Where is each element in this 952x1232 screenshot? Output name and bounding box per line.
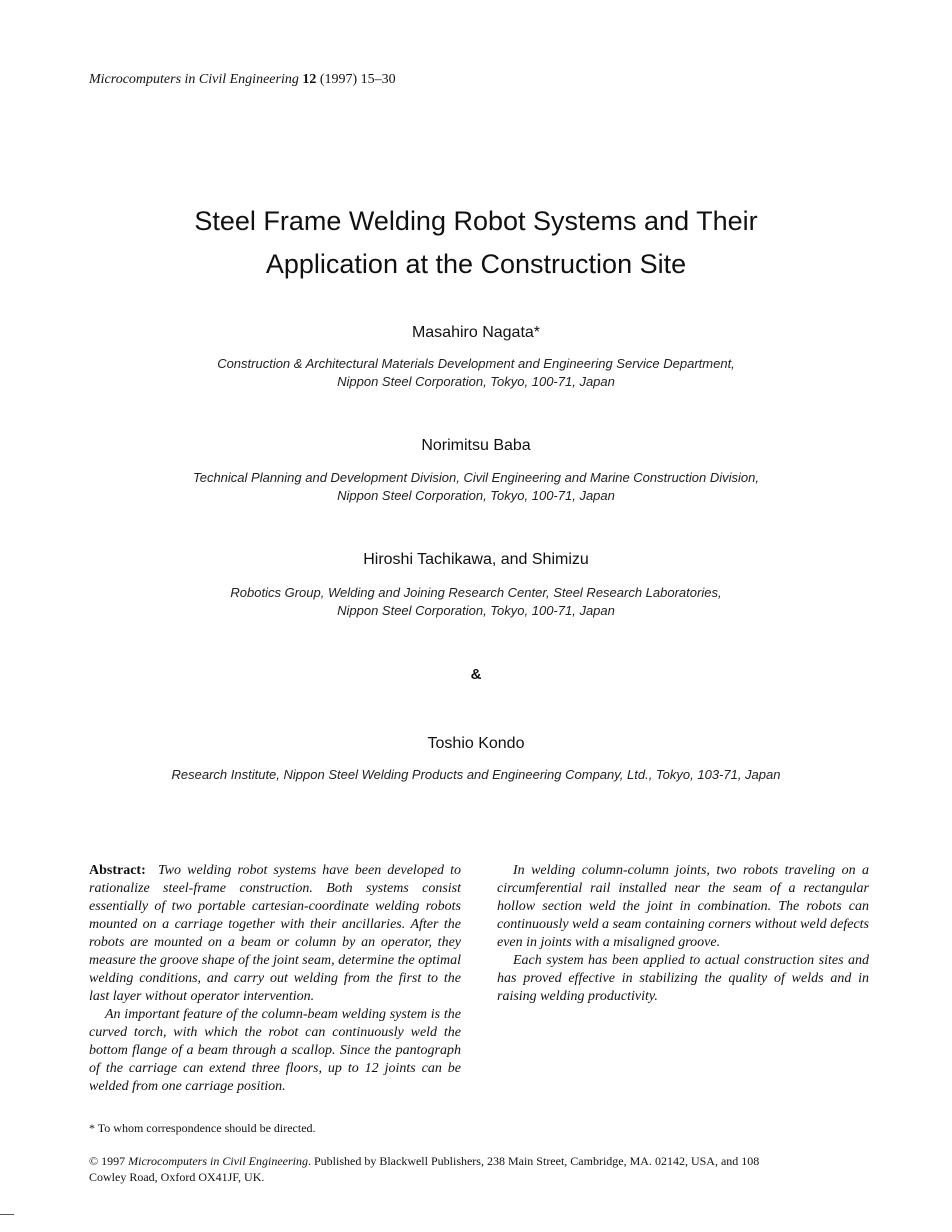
author-name: Norimitsu Baba [421, 437, 531, 454]
affiliation-line: Robotics Group, Welding and Joining Research Center, Steel Research Laboratories, [230, 585, 722, 600]
author-name: Masahiro Nagata* [411, 324, 541, 341]
abstract-paragraph: An important feature of the column-beam welding system is the curved torch, with which the robot can continuously weld the bottom flange of a beam through a scallop. Since the pantograph of the carriage can extend three floors, up to 12 joints can be welded from one carriage position. [89, 1007, 461, 1094]
author-affiliation [0, 355, 952, 391]
copyright-prefix: © 1997 [89, 1154, 126, 1168]
journal-name: Microcomputers in Civil Engineering [89, 72, 299, 87]
paper-title-line-2: Application at the Construction Site [265, 249, 687, 279]
author-affiliation [0, 584, 952, 620]
abstract-paragraph: Each system has been applied to actual construction sites and has proved effective in stabilizing the quality of welds and in raising welding productivity. [497, 953, 869, 1004]
page-edge-rule [0, 1214, 14, 1215]
abstract-label: Abstract: [89, 863, 146, 878]
affiliation-line: Technical Planning and Development Division, Civil Engineering and Marine Construction Division, [192, 470, 760, 485]
abstract-paragraph: In welding column-column joints, two robots traveling on a circumferential rail installed near the seam of a rectangular hollow section weld the joint in combination. The robots can continuously weld a seam containing corners without weld defects even in joints with a misaligned groove. [497, 863, 869, 950]
copyright-journal: Microcomputers in Civil Engineering [128, 1154, 308, 1168]
author-affiliation: Research Institute, Nippon Steel Welding Products and Engineering Company, Ltd., Tokyo, 103-71, Japan [171, 767, 781, 782]
affiliation-line: Construction & Architectural Materials Development and Engineering Service Department, [217, 356, 735, 371]
journal-header [89, 72, 396, 88]
journal-year-pages: (1997) 15–30 [319, 72, 396, 87]
author-name: Hiroshi Tachikawa, and Shimizu [363, 551, 589, 568]
copyright-notice [89, 1153, 769, 1185]
affiliation-line: Nippon Steel Corporation, Tokyo, 100-71, Japan [337, 603, 615, 618]
author-name: Toshio Kondo [427, 735, 525, 752]
copyright-text: . Published by Blackwell Publishers, 238 Main Street, Cambridge, MA. 02142, USA, and 108 Cowley Road, Oxford OX41JF, UK. [89, 1154, 760, 1184]
abstract-column-right [497, 862, 869, 1006]
abstract-column-left [89, 862, 461, 1096]
ampersand: & [470, 666, 482, 683]
affiliation-line: Nippon Steel Corporation, Tokyo, 100-71, Japan [337, 488, 615, 503]
journal-volume: 12 [302, 72, 317, 87]
author-affiliation [0, 469, 952, 505]
paper-title-line-1: Steel Frame Welding Robot Systems and Their [194, 206, 758, 236]
abstract-paragraph: Two welding robot systems have been developed to rationalize steel-frame construction. Both systems consist essentially of two portable cartesian-coordinate welding robots mounted on a carriage together with their ancillaries. After the robots are mounted on a beam or column by an operator, they measure the groove shape of the joint seam, determine the optimal welding conditions, and carry out welding from the first to the last layer without operator intervention. [89, 863, 462, 1004]
footnote: * To whom correspondence should be directed. [89, 1121, 316, 1135]
affiliation-line: Nippon Steel Corporation, Tokyo, 100-71, Japan [337, 374, 615, 389]
